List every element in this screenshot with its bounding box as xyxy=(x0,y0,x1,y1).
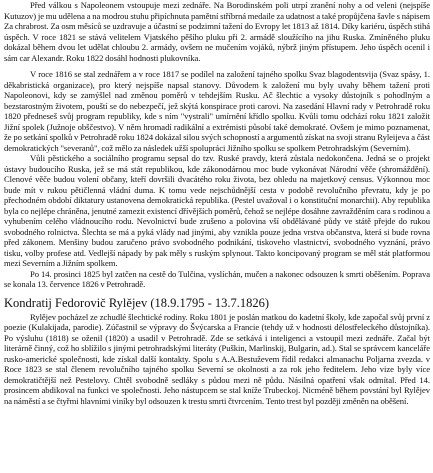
paragraph-ryleev-biography: Rylějev pocházel ze zchudlé šlechtické rodiny. Roku 1801 je poslán matkou do kadetní školy, kde započal svůj první z poezie (Kulakijada, parodie). Zúčastnil se výpravy do Švýcarska a Francie (tehdy už v hodnosti délostřeleckého důstojníka). Po výsluhu (1818) se oženil (1820) a usadil v Petrohradě. Zde se setkává i inteligenci a vstoupil mezi zednáře. Začal být literárně činný, což ho sblížilo s jinými petrohradskými literáty (Puškin, Marlinskij, Bulgarin, ad.). Stal se správcem kanceláře rusko-americké společnosti, kde získal další kontakty. Spolu s A.A.Bestuževem řídil redakci almanachu Poljarna zvezda. v Roce 1823 se stal členem revolučního tajného spolku Severní se okolnosti a za rok jeho ředitelem. Jeho vize byly více demokratičtější než Pestelovy. Chtěl svobodně sedláky s půdou mezi ně půdu. Násilná opatření však odmítal. Před 14. prosincem abdikoval na funkci ve společnosti. Jeho nástupcem se stal kníže Trubeckoj. Nicméně během povstání byl Rylějev na náměstí a se čtyřmi hlavními viníky byl odsouzen k trestu smrti čtvrcením. Tento trest byl později změněn na oběšení. xyxy=(4,311,430,406)
paragraph-pestel-freemason: Před válkou s Napoleonem vstoupuje mezi zednáře. Na Borodinském poli utrpí zranění nohy a od veleni (nejspíše Kutuzov) je mu udělena a na modrou stuhu připíchnuta pamětní stříbrná medaile za udatnost a také propůjčena šavle s nápisem Za chrabrost. Za osm měsíců se uzdravuje a účastní se podzimní tažení do Evropy let 1813 až 1814. Díky kariéru, úspěch stihá úspěch. V roce 1821 se stává velitelem Vjatského pěšího pluku při 2. armádě sloužícího na jihu Ruska. Zmíněného pluku dokázal během dvou let udělat chloubu 2. armády, ovšem ne mučením vojáků, nýbrž jiným přístupem. Jeho úspěch ocenil i sám car Alexandr. Roku 1822 dosáhl hodnosti plukovníka. xyxy=(4,0,430,63)
paragraph-pestel-secret-society: V roce 1816 se stal zednářem a v roce 1817 se podílel na založení tajného spolku Svaz blagodentsvija (Svaz spásy, 1. děkabristická organizace), pro který nejspíše napsal stanovy. Důvodem k založení mu byly uvahy během tažení proti Napoleonovi, kdy se zamýšlel nad změnou poměrů v tehdejším Rusku. Ač šlechtic a vysoky důstojník s pohodlným a bezstarostným životem, pouští se do nebezpečí, jež skýtá konspirace proti carovi. Na zasedání Hlavní rady v Petrohradě roku 1820 předneseš svůj program republiky, kde s ním "vystrali" umírnění křídlo spolku. Kvůli tomu odchází roku 1821 založit Jižní spolek (Južnoje obščestvo). V něm hromadí radikální a extrémisti působí také demokraté. Ovšem je mimo poznamenat, že po setkání spolků v Petrohradě roku 1824 dokázal silou svých schopností a argumentů získat na svoji stranu Ryleijeva a část demokratických "severanů", což mělo za následek užší spolupráci Jižního spolku se spolkem Petrohradským (Severním). xyxy=(4,69,430,153)
section-heading-ryleev: Kondratij Fedorovič Rylějev (18.9.1795 - 13.7.1826) xyxy=(4,295,270,310)
paragraph-ruska-pravda: Vůli pěstického a sociálního programu sepsal do tzv. Ruské pravdy, která zůstala nedokončena. Jedná se o projekt ústavy budoucího Ruska, jež se má stát republikou, kde zákonodárnou moc bude vykonávat Národní věče (shromáždění). Clenové věče budou volení občany, kteří dovršili dvacátého roku života, bez ohledu na majetkový census. Výkonnou moc bude mít v rukou pětičlenná vládní duma. K tomu vede nejschůdnější cesta v podobě revolučního převratu, kdy je po přechodném období diktatury ustanovena demokratická republika. (Pestel uvažoval i o konstituční monarchii). Aby republika byla co nejlépe chráněna, jenutné zamezit existencí dřívějších poměrů, čehož se nejlépe dosáhne zavražděním cara s rodinou a vyhubením celého vládnoucího rodu. Nevolnictví bude zrušeno a polovina vší obdělávané půdy ve státě přejde do rukou svobodného rolnictva. Šlechta se má a pyká vlády nad jinými, aby vznikla pouze jedna vrstva občanstva, která si bude rovna před zákonem. Menšiny budou zaručeno právo svobodného podnikání, tiskoveho vlastnictví, svobodného vyznání, právo tisku, volby profese atd. Vedlejší nápady by pak měly s ruským splynout. Takto koncipovaný program se měl stát platformou mezi Severním a Jižním spolkem. xyxy=(4,153,430,268)
paragraph-pestel-execution: Po 14. prosinci 1825 byl zatčen na cestě do Tulčina, vyslíchán, mučen a nakonec odsouzen k smrti oběšením. Poprava se konala 13. července 1826 v Petrohradě. xyxy=(4,268,430,289)
